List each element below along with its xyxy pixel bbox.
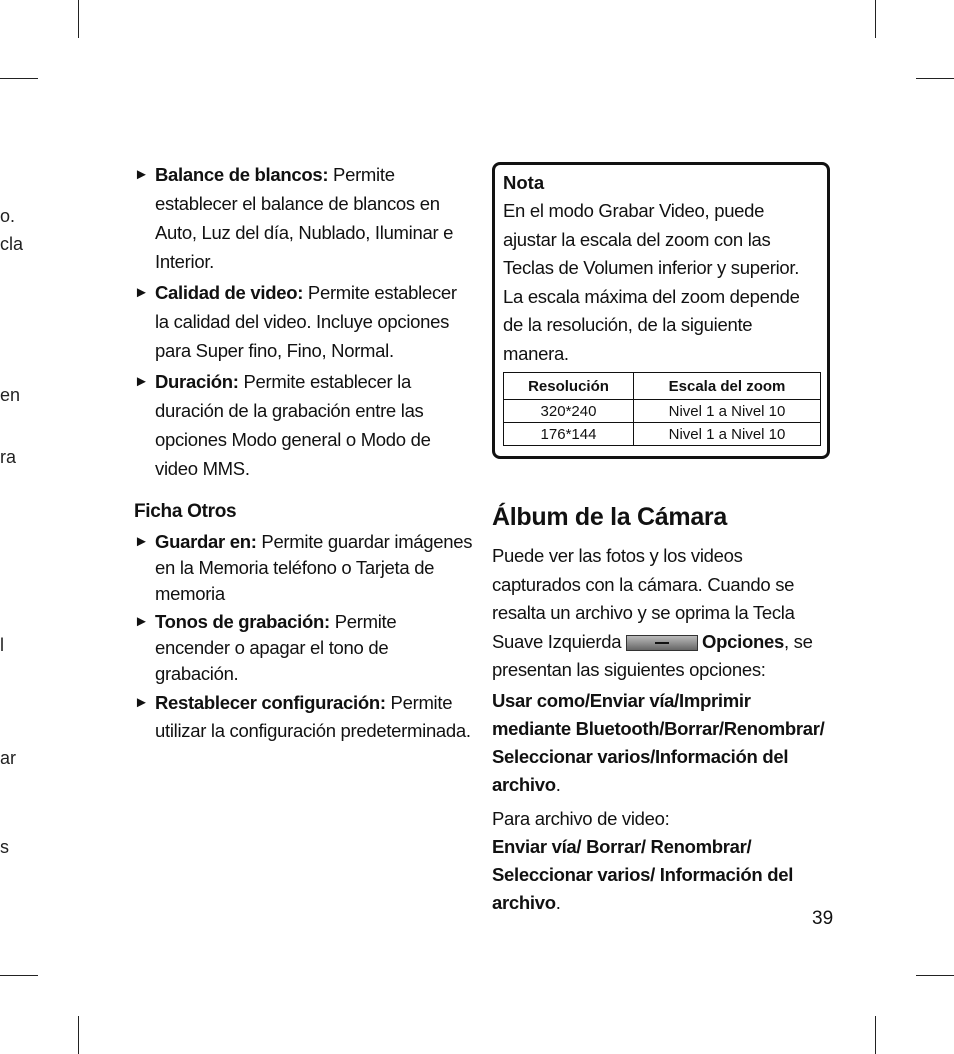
bleed-text: l — [0, 635, 4, 655]
crop-mark — [916, 78, 954, 79]
section-title: Álbum de la Cámara — [492, 503, 727, 531]
bullet-item — [134, 689, 474, 745]
bullet-title: Calidad de video: — [155, 282, 304, 303]
page-number: 39 — [812, 908, 834, 929]
bullet-item — [134, 278, 474, 365]
section-subheading: Ficha Otros — [134, 501, 237, 522]
bullet-title: Restablecer configuración: — [155, 692, 386, 713]
bullet-arrow-icon: ► — [134, 166, 149, 183]
note-title: Nota — [503, 172, 545, 193]
bullet-item — [134, 609, 474, 687]
table-row — [504, 400, 821, 423]
bullet-item — [134, 367, 474, 483]
table-cell: Nivel 1 a Nivel 10 — [634, 423, 821, 446]
bullet-text: Permite encender o apagar el tono de grabación. — [155, 611, 397, 684]
video-options-text: Enviar vía/ Borrar/ Renombrar/ Seleccionar varios/ Información del archivo — [492, 836, 794, 913]
bullet-text: Permite utilizar la configuración predeterminada. — [155, 692, 471, 741]
album-intro — [492, 542, 830, 685]
bullet-text: Permite establecer el balance de blancos en Auto, Luz del día, Nublado, Iluminar e Interior. — [155, 164, 454, 272]
video-options — [492, 833, 830, 917]
bullet-arrow-icon: ► — [134, 533, 149, 550]
photo-options-text: Usar como/Enviar vía/Imprimir mediante Bluetooth/Borrar/Renombrar/ Seleccionar varios/Información del archivo — [492, 689, 825, 795]
crop-mark — [78, 1016, 79, 1054]
bleed-text: o. — [0, 206, 16, 226]
zoom-table — [503, 372, 821, 446]
period: . — [555, 773, 561, 795]
table-header: Resolución — [504, 373, 634, 400]
bullet-arrow-icon: ► — [134, 284, 149, 301]
table-cell: 176*144 — [504, 423, 634, 446]
crop-mark — [0, 975, 38, 976]
bleed-text: cla — [0, 234, 24, 254]
crop-mark — [78, 0, 79, 38]
note-box — [492, 162, 830, 459]
table-header: Escala del zoom — [634, 373, 821, 400]
intro-text: Puede ver las fotos y los videos capturados con la cámara. Cuando se resalta un archivo y se oprima la Tecla Suave Izquierda — [492, 545, 795, 652]
bullet-title: Duración: — [155, 371, 239, 392]
video-label: Para archivo de video: — [492, 807, 670, 829]
left-soft-key-icon — [626, 635, 698, 651]
bullet-arrow-icon: ► — [134, 613, 149, 630]
right-column — [492, 162, 830, 917]
table-cell: Nivel 1 a Nivel 10 — [634, 400, 821, 423]
period: . — [555, 892, 561, 913]
bullet-text: Permite establecer la calidad del video. Incluye opciones para Super fino, Fino, Normal. — [155, 282, 457, 361]
left-column — [134, 160, 474, 747]
bullet-item — [134, 160, 474, 276]
crop-mark — [916, 975, 954, 976]
bullet-arrow-icon: ► — [134, 373, 149, 390]
crop-mark — [875, 1016, 876, 1054]
bullet-title: Tonos de grabación: — [155, 611, 330, 632]
crop-mark — [875, 0, 876, 38]
intro-end-text: , se presentan las siguientes opciones: — [492, 630, 813, 680]
table-cell: 320*240 — [504, 400, 634, 423]
bullet-title: Guardar en: — [155, 531, 257, 552]
bullet-text: Permite establecer la duración de la grabación entre las opciones Modo general o Modo de video MMS. — [155, 371, 431, 479]
bullet-title: Balance de blancos: — [155, 164, 329, 185]
opciones-label: Opciones — [702, 630, 784, 652]
bleed-text: en — [0, 385, 21, 405]
bleed-text: ar — [0, 748, 17, 768]
bleed-text: ra — [0, 447, 17, 467]
table-header-row — [504, 373, 821, 400]
crop-mark — [0, 78, 38, 79]
bullet-arrow-icon: ► — [134, 694, 149, 711]
note-text: En el modo Grabar Video, puede ajustar la escala del zoom con las Teclas de Volumen inferior y superior. La escala máxima del zoom depende de la resolución, de la siguiente manera. — [503, 200, 800, 364]
table-row — [504, 423, 821, 446]
photo-options — [492, 687, 830, 799]
bullet-text: Permite guardar imágenes en la Memoria teléfono o Tarjeta de memoria — [155, 531, 473, 604]
bleed-text: s — [0, 837, 9, 857]
bullet-item — [134, 529, 474, 607]
